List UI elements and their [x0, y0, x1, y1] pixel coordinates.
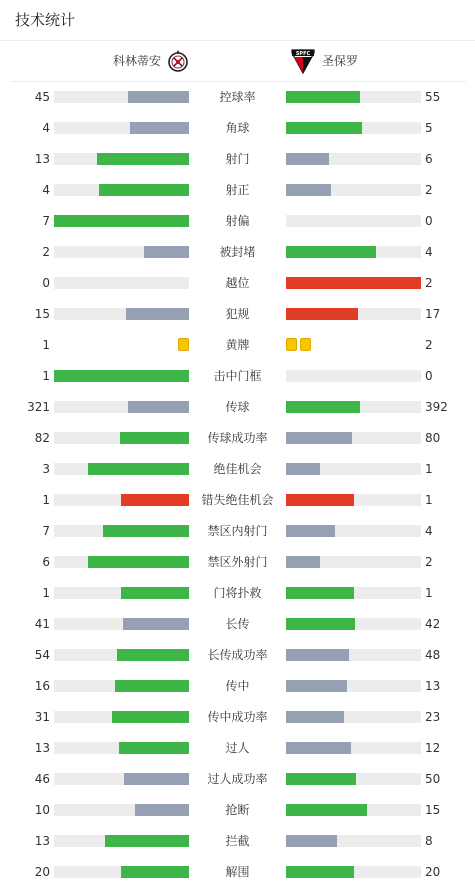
- away-stat-value: 13: [425, 679, 441, 693]
- home-stat-bar: [54, 463, 189, 475]
- stat-label: 射正: [225, 183, 250, 197]
- home-stat-value: 10: [34, 803, 50, 817]
- stat-row: [0, 113, 475, 144]
- stat-row: [0, 826, 475, 857]
- home-stat-bar: [54, 215, 189, 227]
- stat-label: 角球: [225, 121, 250, 135]
- away-stat-bar: [286, 618, 421, 630]
- away-stat-bar-fill: [286, 773, 356, 785]
- stat-label: 绝佳机会: [213, 462, 262, 476]
- away-stat-bar: [286, 525, 421, 537]
- away-stat-bar-fill: [286, 432, 352, 444]
- corinthians-crest-icon: [167, 49, 189, 73]
- home-stat-value: 31: [34, 710, 50, 724]
- stat-row: [0, 857, 475, 888]
- home-stat-bar: [54, 91, 189, 103]
- away-stat-value: 0: [425, 214, 433, 228]
- away-cards: [286, 338, 311, 352]
- home-stat-bar: [54, 680, 189, 692]
- away-stat-bar: [286, 184, 421, 196]
- stat-row: [0, 795, 475, 826]
- stat-label: 黄牌: [225, 338, 250, 352]
- away-stat-value: 48: [425, 648, 441, 662]
- away-stat-bar: [286, 649, 421, 661]
- home-stat-bar-fill: [99, 184, 189, 196]
- home-team: [113, 49, 189, 73]
- away-stat-bar-fill: [286, 463, 320, 475]
- home-stat-bar-fill: [115, 680, 189, 692]
- stat-row: [0, 206, 475, 237]
- stat-row: [0, 578, 475, 609]
- stat-label: 过人成功率: [207, 772, 268, 786]
- home-stat-value: 7: [42, 524, 50, 538]
- home-stat-bar: [54, 649, 189, 661]
- home-stat-bar: [54, 773, 189, 785]
- yellow-card-icon: [286, 338, 297, 351]
- stat-label: 过人: [225, 741, 250, 755]
- away-stat-value: 2: [425, 183, 433, 197]
- stat-row: [0, 609, 475, 640]
- stat-label: 传球: [225, 400, 250, 414]
- home-stat-bar-fill: [88, 463, 189, 475]
- away-stat-bar-fill: [286, 246, 376, 258]
- home-stat-value: 45: [34, 90, 50, 104]
- home-stat-bar: [54, 308, 189, 320]
- home-stat-bar-fill: [120, 432, 189, 444]
- away-stat-bar-fill: [286, 122, 362, 134]
- stat-row: [0, 702, 475, 733]
- away-stat-value: 1: [425, 586, 433, 600]
- away-stat-value: 6: [425, 152, 433, 166]
- home-stat-value: 54: [34, 648, 50, 662]
- away-stat-value: 4: [425, 245, 433, 259]
- stat-row: [0, 392, 475, 423]
- page-title: 技术统计: [15, 11, 76, 29]
- home-stat-bar-fill: [112, 711, 189, 723]
- away-stat-bar: [286, 370, 421, 382]
- away-stat-value: 17: [425, 307, 441, 321]
- stat-row: [0, 485, 475, 516]
- away-stat-bar: [286, 246, 421, 258]
- home-stat-value: 1: [42, 369, 50, 383]
- away-stat-value: 42: [425, 617, 441, 631]
- away-stat-bar: [286, 215, 421, 227]
- away-stat-bar-fill: [286, 649, 349, 661]
- home-stat-value: 7: [42, 214, 50, 228]
- away-stat-bar: [286, 122, 421, 134]
- away-stat-bar-fill: [286, 742, 351, 754]
- away-stat-value: 1: [425, 493, 433, 507]
- crest-text: SPFC: [295, 51, 311, 57]
- away-stat-bar: [286, 587, 421, 599]
- home-stat-bar: [54, 401, 189, 413]
- stat-label: 犯规: [225, 307, 250, 321]
- home-stat-bar: [54, 587, 189, 599]
- away-stat-bar-fill: [286, 711, 344, 723]
- home-stat-value: 4: [42, 121, 50, 135]
- home-stat-bar-fill: [54, 370, 189, 382]
- away-stat-value: 0: [425, 369, 433, 383]
- stat-label: 禁区外射门: [207, 555, 268, 569]
- home-cards: [178, 338, 189, 352]
- away-stat-bar-fill: [286, 91, 360, 103]
- home-stat-bar-fill: [105, 835, 189, 847]
- stat-label: 传球成功率: [207, 431, 268, 445]
- stat-label: 门将扑救: [213, 586, 262, 600]
- home-stat-bar-fill: [117, 649, 189, 661]
- away-stat-value: 80: [425, 431, 441, 445]
- away-stat-bar-fill: [286, 680, 347, 692]
- away-stat-bar: [286, 556, 421, 568]
- home-stat-bar: [54, 432, 189, 444]
- away-stat-value: 2: [425, 555, 433, 569]
- home-stat-bar: [54, 370, 189, 382]
- away-stat-value: 1: [425, 462, 433, 476]
- away-stat-value: 4: [425, 524, 433, 538]
- home-stat-bar-fill: [121, 587, 189, 599]
- home-stat-bar-fill: [121, 494, 189, 506]
- stat-row: [0, 299, 475, 330]
- away-stat-bar-fill: [286, 804, 367, 816]
- away-stat-bar-fill: [286, 277, 421, 289]
- stat-label: 长传: [225, 617, 250, 631]
- home-stat-value: 321: [27, 400, 50, 414]
- teams-bar: [10, 41, 466, 82]
- home-stat-value: 0: [42, 276, 50, 290]
- home-stat-bar: [54, 494, 189, 506]
- stat-row: [0, 361, 475, 392]
- stat-label: 控球率: [219, 90, 256, 104]
- away-stat-bar: [286, 308, 421, 320]
- home-stat-value: 4: [42, 183, 50, 197]
- away-stat-value: 50: [425, 772, 441, 786]
- away-stat-bar-fill: [286, 866, 354, 878]
- home-stat-bar-fill: [128, 401, 189, 413]
- home-stat-bar-fill: [97, 153, 189, 165]
- home-stat-bar-fill: [54, 215, 189, 227]
- yellow-card-icon: [178, 338, 189, 351]
- away-stat-value: 5: [425, 121, 433, 135]
- away-stat-value: 55: [425, 90, 441, 104]
- stat-label: 射门: [225, 152, 250, 166]
- away-stat-bar: [286, 153, 421, 165]
- away-stat-bar: [286, 91, 421, 103]
- stat-row: [0, 547, 475, 578]
- away-stat-bar: [286, 866, 421, 878]
- home-stat-bar: [54, 618, 189, 630]
- stat-row: [0, 268, 475, 299]
- stat-label: 拦截: [225, 834, 250, 848]
- home-stat-bar-fill: [128, 91, 189, 103]
- stat-row: [0, 454, 475, 485]
- away-stat-bar: [286, 711, 421, 723]
- away-stat-bar: [286, 494, 421, 506]
- home-stat-bar-fill: [126, 308, 189, 320]
- away-stat-bar-fill: [286, 308, 358, 320]
- away-stat-bar: [286, 277, 421, 289]
- stat-label: 越位: [225, 276, 250, 290]
- home-stat-value: 15: [34, 307, 50, 321]
- stat-row: [0, 330, 475, 361]
- home-stat-value: 13: [34, 152, 50, 166]
- away-stat-bar: [286, 401, 421, 413]
- away-stat-value: 15: [425, 803, 441, 817]
- away-stat-value: 12: [425, 741, 441, 755]
- home-stat-bar: [54, 153, 189, 165]
- stat-label: 被封堵: [219, 245, 256, 259]
- home-stat-bar: [54, 711, 189, 723]
- home-stat-bar-fill: [130, 122, 189, 134]
- home-stat-bar: [54, 866, 189, 878]
- home-stat-value: 3: [42, 462, 50, 476]
- away-stat-bar: [286, 835, 421, 847]
- stat-label: 传中: [225, 679, 250, 693]
- away-stat-value: 2: [425, 338, 433, 352]
- away-team: [290, 49, 358, 73]
- stat-row: [0, 640, 475, 671]
- away-stat-bar-fill: [286, 153, 329, 165]
- stat-row: [0, 175, 475, 206]
- away-stat-bar: [286, 680, 421, 692]
- home-stat-bar: [54, 556, 189, 568]
- away-stat-value: 392: [425, 400, 448, 414]
- home-stat-value: 41: [34, 617, 50, 631]
- stat-row: [0, 733, 475, 764]
- away-stat-bar: [286, 742, 421, 754]
- home-stat-bar: [54, 525, 189, 537]
- away-stat-bar-fill: [286, 587, 354, 599]
- stat-label: 长传成功率: [207, 648, 268, 662]
- stat-label: 解围: [225, 865, 250, 879]
- away-stat-bar-fill: [286, 525, 335, 537]
- away-stat-value: 23: [425, 710, 441, 724]
- away-stat-value: 20: [425, 865, 441, 879]
- home-stat-bar-fill: [103, 525, 189, 537]
- stat-label: 错失绝佳机会: [201, 493, 274, 507]
- away-stat-bar-fill: [286, 835, 337, 847]
- home-team-name: 科林蒂安: [112, 54, 161, 68]
- home-stat-value: 1: [42, 586, 50, 600]
- home-stat-bar-fill: [124, 773, 189, 785]
- home-stat-value: 20: [34, 865, 50, 879]
- home-stat-bar-fill: [144, 246, 189, 258]
- home-stat-bar: [54, 246, 189, 258]
- away-team-name: 圣保罗: [322, 54, 359, 68]
- away-stat-bar: [286, 804, 421, 816]
- stat-row: [0, 516, 475, 547]
- home-stat-value: 13: [34, 741, 50, 755]
- stat-label: 射偏: [225, 214, 250, 228]
- away-stat-bar-fill: [286, 494, 354, 506]
- stat-row: [0, 144, 475, 175]
- away-stat-bar: [286, 773, 421, 785]
- home-stat-value: 82: [34, 431, 50, 445]
- away-stat-value: 8: [425, 834, 433, 848]
- home-stat-bar: [54, 184, 189, 196]
- home-stat-bar: [54, 742, 189, 754]
- away-stat-bar-fill: [286, 401, 360, 413]
- home-stat-bar-fill: [123, 618, 189, 630]
- sao-paulo-crest-icon: [290, 48, 316, 74]
- stat-row: [0, 423, 475, 454]
- home-stat-bar-fill: [119, 742, 189, 754]
- home-stat-bar: [54, 277, 189, 289]
- home-stat-bar-fill: [121, 866, 189, 878]
- stat-row: [0, 237, 475, 268]
- stat-row: [0, 764, 475, 795]
- stat-row: [0, 82, 475, 113]
- away-stat-bar-fill: [286, 556, 320, 568]
- away-stat-bar: [286, 432, 421, 444]
- home-stat-bar: [54, 122, 189, 134]
- stat-label: 禁区内射门: [207, 524, 268, 538]
- home-stat-value: 16: [34, 679, 50, 693]
- yellow-card-icon: [300, 338, 311, 351]
- stat-row: [0, 671, 475, 702]
- home-stat-bar: [54, 804, 189, 816]
- home-stat-value: 6: [42, 555, 50, 569]
- away-stat-bar-fill: [286, 184, 331, 196]
- home-stat-value: 46: [34, 772, 50, 786]
- away-stat-value: 2: [425, 276, 433, 290]
- home-stat-value: 2: [42, 245, 50, 259]
- home-stat-value: 13: [34, 834, 50, 848]
- stat-label: 传中成功率: [207, 710, 268, 724]
- stat-label: 击中门框: [213, 369, 262, 383]
- home-stat-value: 1: [42, 493, 50, 507]
- away-stat-bar-fill: [286, 618, 355, 630]
- home-stat-value: 1: [42, 338, 50, 352]
- away-stat-bar: [286, 463, 421, 475]
- stats-header: [0, 0, 475, 41]
- home-stat-bar-fill: [135, 804, 189, 816]
- home-stat-bar-fill: [88, 556, 189, 568]
- home-stat-bar: [54, 835, 189, 847]
- stat-label: 抢断: [225, 803, 250, 817]
